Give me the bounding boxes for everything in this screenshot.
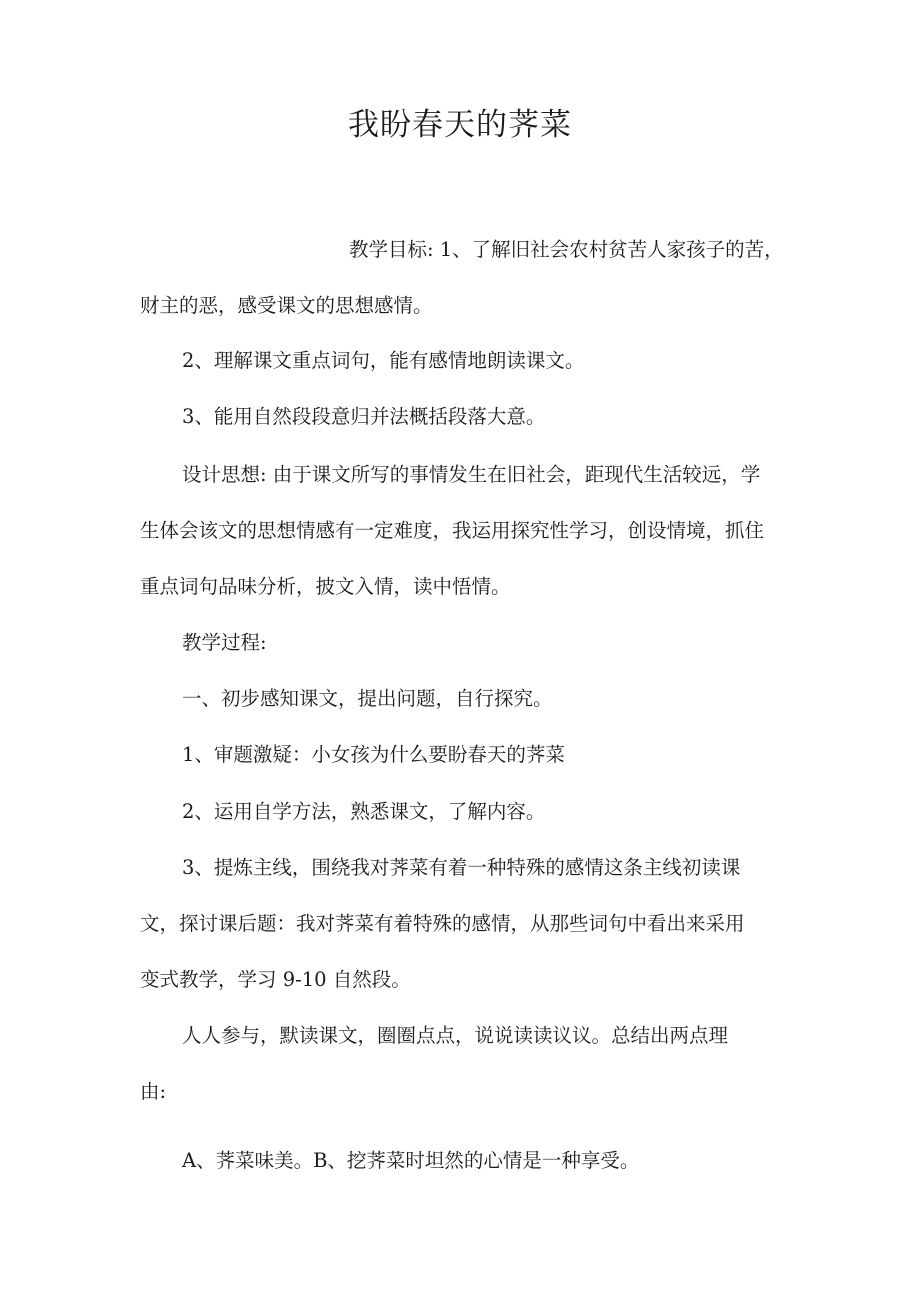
paragraph-line: 变式教学，学习 9-10 自然段。 (140, 968, 411, 991)
paragraph-line: 文，探讨课后题：我对荠菜有着特殊的感情，从那些词句中看出来采用 (140, 912, 745, 935)
paragraph-line: 3、提炼主线，围绕我对荠菜有着一种特殊的感情这条主线初读课 (182, 856, 741, 879)
paragraph-line: 1、审题激疑：小女孩为什么要盼春天的荠菜 (182, 743, 565, 766)
document-title: 我盼春天的荠菜 (348, 107, 572, 143)
paragraph-line: 设计思想: 由于课文所写的事情发生在旧社会，距现代生活较远，学 (182, 463, 761, 486)
paragraph-line: 2、运用自学方法，熟悉课文，了解内容。 (182, 800, 546, 823)
paragraph-line: 人人参与，默读课文，圈圈点点，说说读读议议。总结出两点理 (182, 1024, 729, 1047)
paragraph-line: 重点词句品味分析，披文入情，读中悟情。 (140, 575, 511, 598)
paragraph-line: 3、能用自然段段意归并法概括段落大意。 (182, 405, 546, 428)
paragraph-line: 2、理解课文重点词句，能有感情地朗读课文。 (182, 349, 585, 372)
paragraph-line: 生体会该文的思想情感有一定难度，我运用探究性学习，创设情境，抓住 (140, 519, 765, 542)
paragraph-line: 教学目标: 1、了解旧社会农村贫苦人家孩子的苦， (349, 238, 784, 261)
paragraph-line: A、荠菜味美。B、挖荠菜时坦然的心情是一种享受。 (182, 1149, 640, 1172)
paragraph-line: 由: (140, 1080, 167, 1103)
paragraph-line: 财主的恶，感受课文的思想感情。 (140, 294, 433, 317)
paragraph-line: 教学过程: (182, 631, 267, 654)
paragraph-line: 一、初步感知课文，提出问题，自行探究。 (182, 687, 553, 710)
